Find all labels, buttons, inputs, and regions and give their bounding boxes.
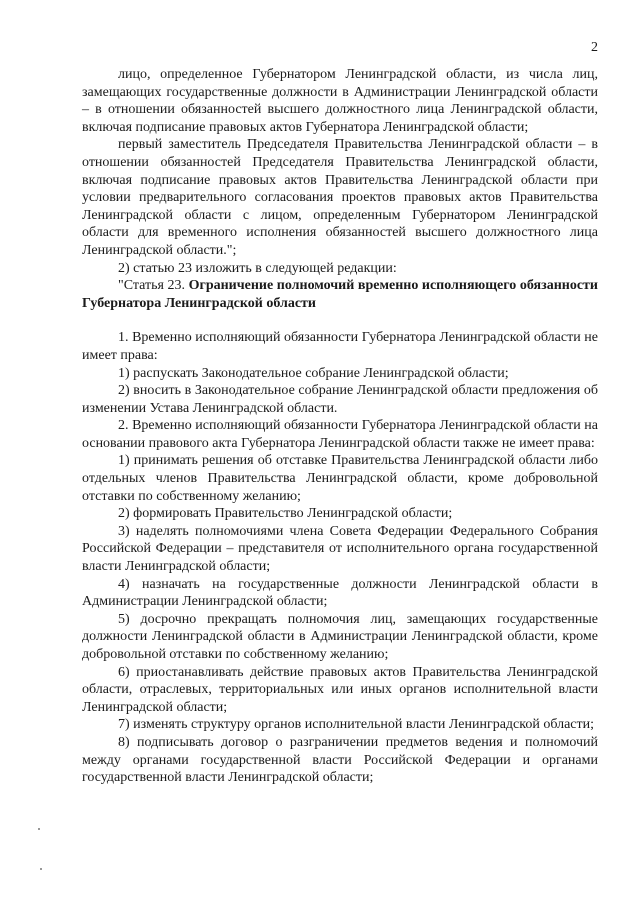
scan-speck — [40, 868, 42, 870]
paragraph-3: 2) статью 23 изложить в следующей редакции: — [118, 260, 397, 276]
clause-2-item-2: 2) формировать Правительство Ленинградской области; — [118, 506, 453, 522]
clause-1: 1. Временно исполняющий обязанности Губернатора Ленинградской области не имеет права: — [82, 330, 598, 363]
clause-1-item-2: 2) вносить в Законодательное собрание Ленинградской области предложения об изменении Устава Ленинградской области. — [82, 383, 598, 416]
clause-2-item-6: 6) приостанавливать действие правовых актов Правительства Ленинградской области, отраслевых, территориальных или иных органов исполнительной власти Ленинградской области; — [82, 664, 598, 715]
clause-2-item-7: 7) изменять структуру органов исполнительной власти Ленинградской области; — [118, 717, 595, 733]
scan-speck — [38, 828, 40, 830]
document-body — [82, 66, 598, 787]
clause-2-item-4: 4) назначать на государственные должности Ленинградской области в Администрации Ленинградской области; — [82, 576, 598, 610]
spacer — [82, 312, 598, 329]
clause-1-item-1: 1) распускать Законодательное собрание Ленинградской области; — [118, 365, 509, 381]
clause-2-item-1: 1) принимать решения об отставке Правительства Ленинградской области либо отдельных членов Правительства Ленинградской области, кроме добровольной отставки по собственному желанию; — [82, 453, 598, 504]
clause-2-item-3: 3) наделять полномочиями члена Совета Федерации Федерального Собрания Российской Федерации – представителя от исполнительного органа государственной власти Ленинградской области; — [82, 523, 598, 575]
paragraph-1: лицо, определенное Губернатором Ленинградской области, из числа лиц, замещающих государственные должности в Администрации Ленинградской области – в отношении обязанностей высшего должностного лица Ленинградской области, включая подписание правовых актов Губернатора Ленинградской области; — [82, 67, 598, 135]
clause-2: 2. Временно исполняющий обязанности Губернатора Ленинградской области на основании правового акта Губернатора Ленинградской области также не имеет права: — [82, 418, 598, 451]
page-number: 2 — [591, 40, 598, 55]
article-prefix: "Статья 23. — [118, 278, 189, 294]
clause-2-item-8: 8) подписывать договор о разграничении предметов ведения и полномочий между органами государственной власти Российской Федерации и органами государственной власти Ленинградской области; — [82, 734, 598, 786]
paragraph-2: первый заместитель Председателя Правительства Ленинградской области – в отношении обязанностей Председателя Правительства Ленинградской области, включая подписание правовых актов Правительства Ленинградской области при условии предварительного согласования проектов правовых актов Правительства Ленинградской области с лицом, определенным Губернатором Ленинградской области для временного исполнения обязанностей высшего должностного лица Ленинградской области."; — [82, 137, 598, 258]
clause-2-item-5: 5) досрочно прекращать полномочия лиц, замещающих государственные должности Ленинградской области в Администрации Ленинградской области, кроме добровольной отставки по собственному желанию; — [82, 611, 598, 662]
article-heading — [82, 277, 598, 312]
article-title: Ограничение полномочий временно исполняющего обязанности Губернатора Ленинградской области — [82, 278, 598, 311]
